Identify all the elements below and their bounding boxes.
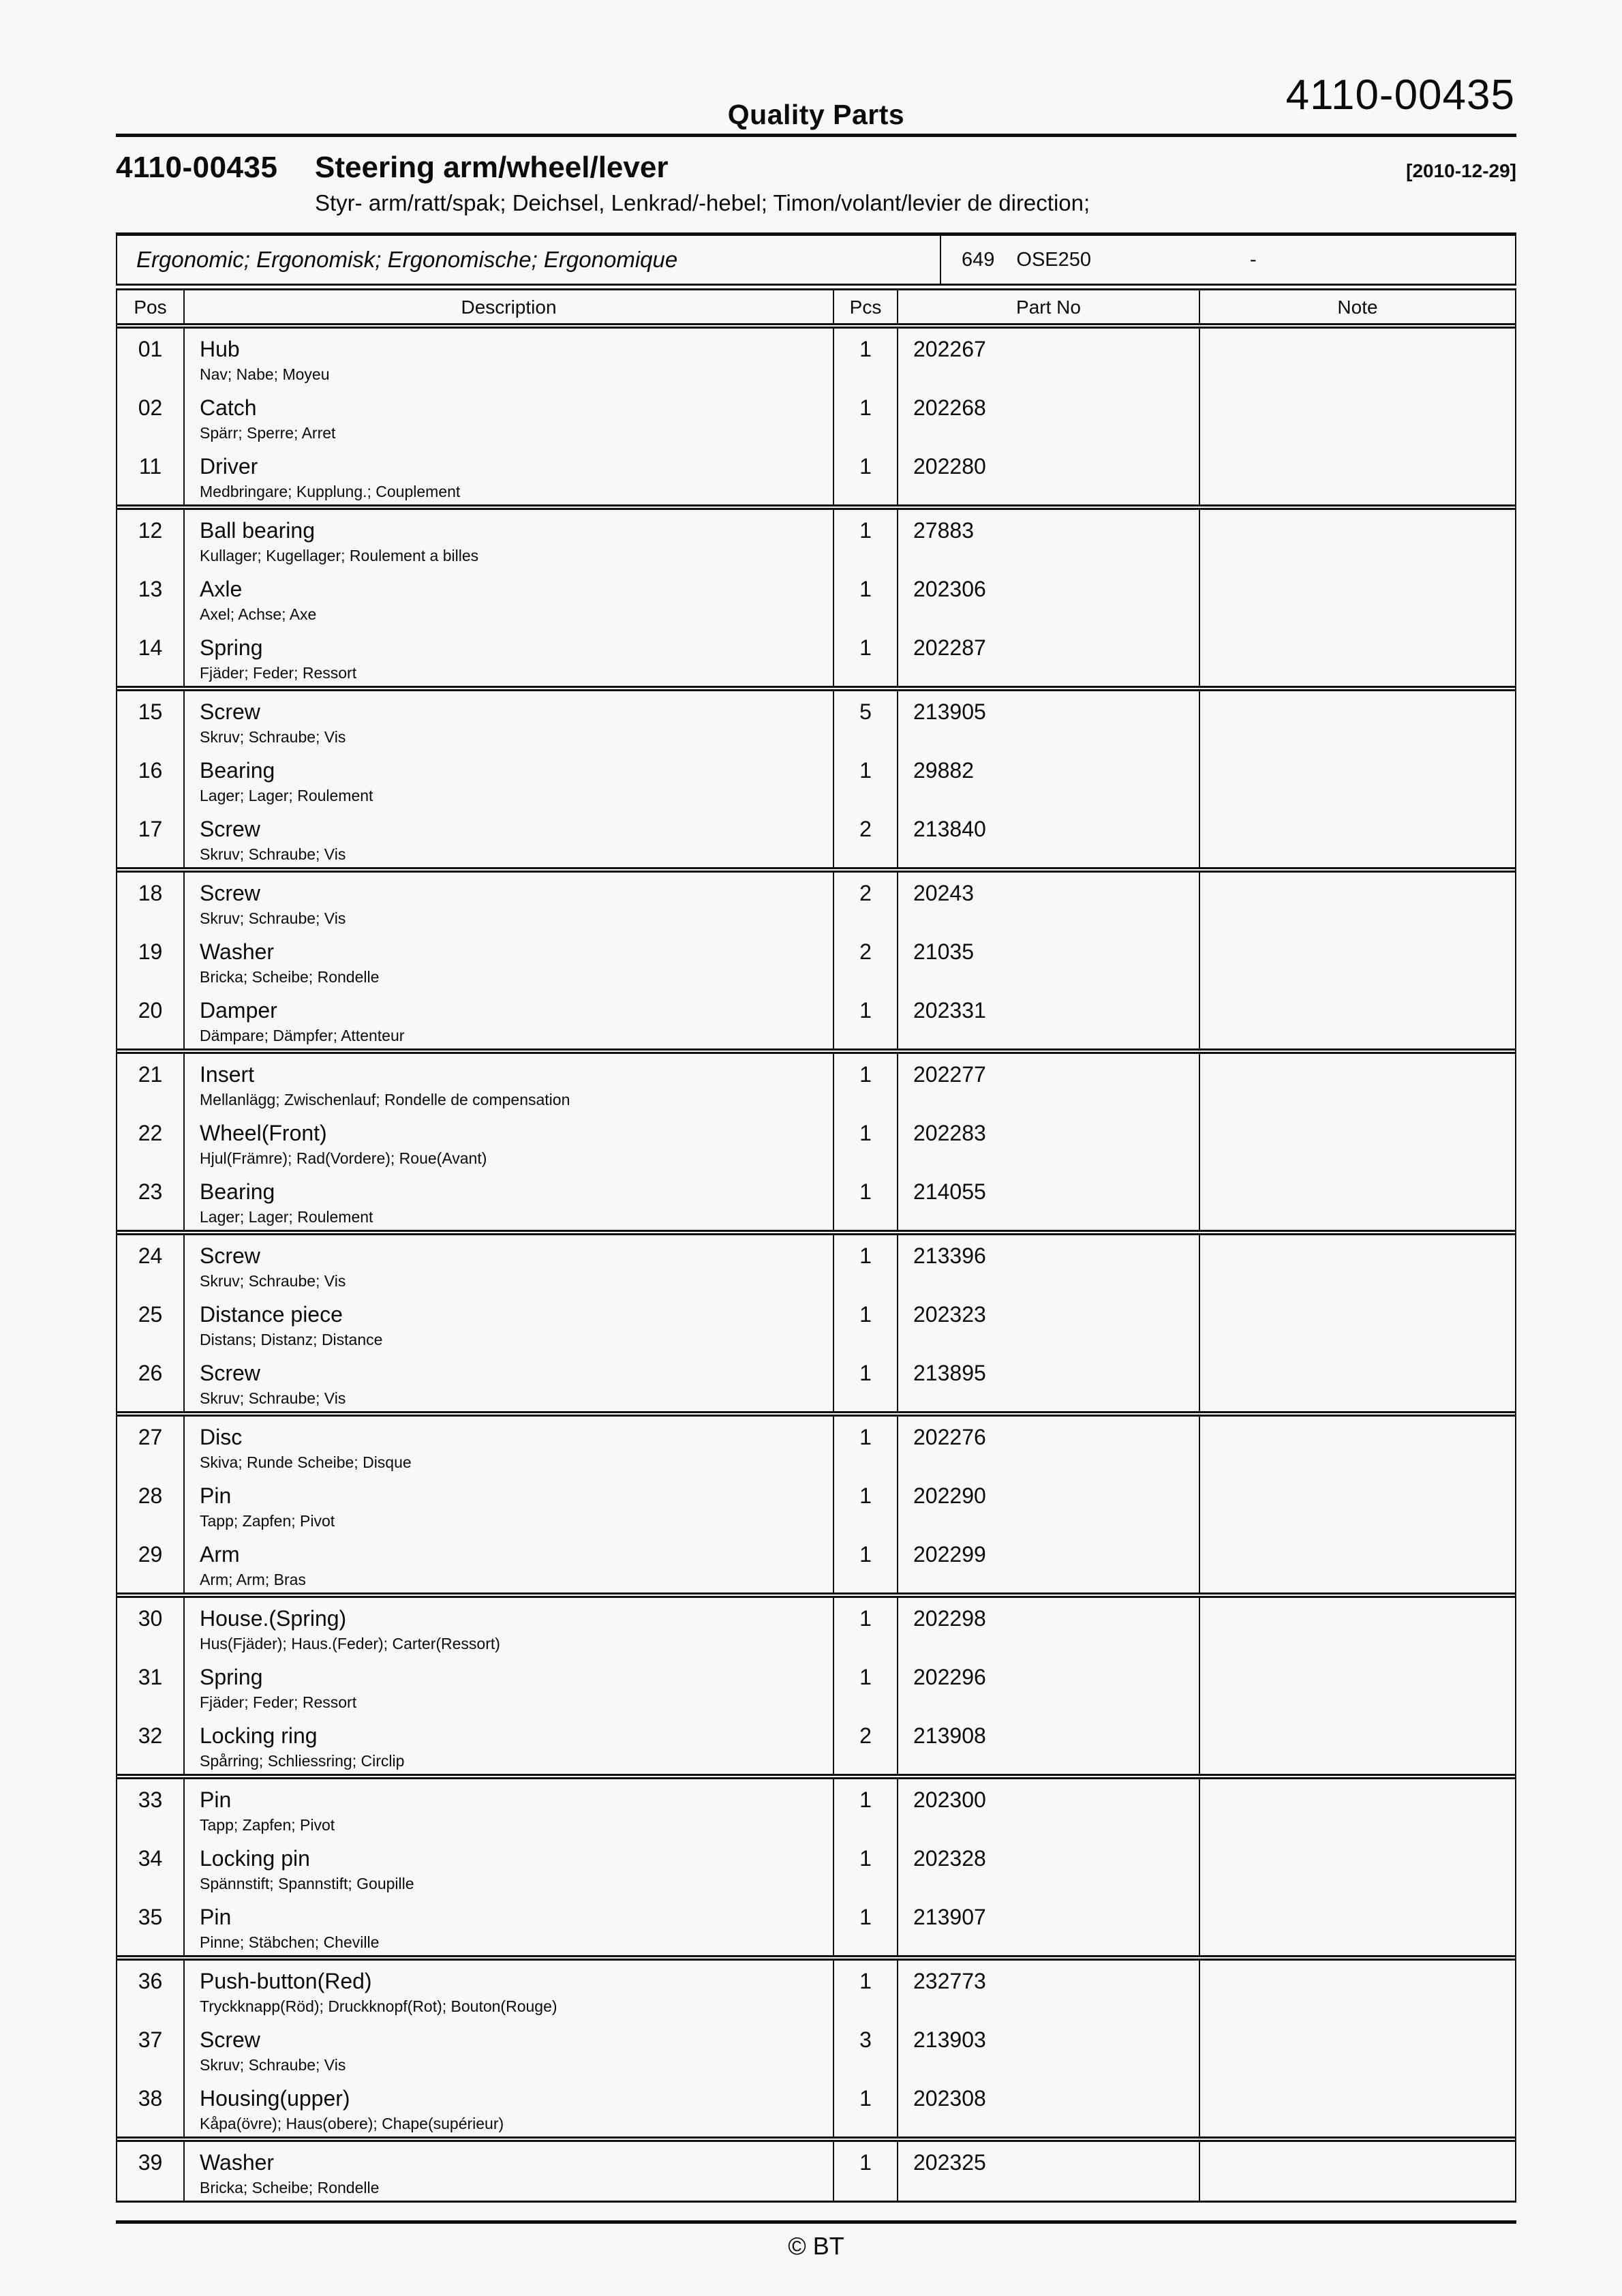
table-row <box>117 387 1515 446</box>
parts-table <box>116 288 1516 2203</box>
row-note <box>1199 387 1515 446</box>
row-part-no: 202268 <box>897 387 1199 446</box>
table-row <box>117 1715 1515 1774</box>
table-row <box>117 627 1515 686</box>
row-description: Screw <box>200 817 260 841</box>
row-note <box>1199 1598 1515 1657</box>
row-description-translations: Bricka; Scheibe; Rondelle <box>200 968 380 986</box>
row-description-translations: Kåpa(övre); Haus(obere); Chape(supérieur) <box>200 2115 504 2132</box>
row-description-translations: Skruv; Schraube; Vis <box>200 728 346 746</box>
row-part-no: 20243 <box>897 873 1199 931</box>
row-pcs: 1 <box>833 1054 897 1113</box>
variant-code: 649 <box>962 248 995 271</box>
row-description: Arm <box>200 1542 240 1567</box>
row-description: Insert <box>200 1062 255 1087</box>
row-pos: 36 <box>138 1969 163 1993</box>
row-pcs: 5 <box>833 691 897 750</box>
row-description-translations: Hjul(Främre); Rad(Vordere); Roue(Avant) <box>200 1149 487 1167</box>
row-pcs: 1 <box>833 1353 897 1411</box>
row-pcs: 1 <box>833 1475 897 1534</box>
table-row <box>117 1353 1515 1411</box>
row-note <box>1199 1113 1515 1171</box>
column-header-pcs: Pcs <box>833 290 897 323</box>
row-description-translations: Pinne; Stäbchen; Cheville <box>200 1933 380 1951</box>
row-description: Housing(upper) <box>200 2086 350 2111</box>
column-header-description: Description <box>183 290 833 323</box>
row-description-cell <box>183 1417 833 1475</box>
table-row <box>117 2078 1515 2136</box>
row-description-translations: Skruv; Schraube; Vis <box>200 1272 346 1290</box>
row-description-cell <box>183 809 833 867</box>
row-description-cell <box>183 1838 833 1897</box>
row-description-translations: Fjäder; Feder; Ressort <box>200 664 357 682</box>
row-description-translations: Spännstift; Spannstift; Goupille <box>200 1875 414 1892</box>
row-pcs: 1 <box>833 1534 897 1592</box>
row-description: Driver <box>200 454 258 479</box>
copyright-notice: © BT <box>788 2232 844 2260</box>
row-note <box>1199 691 1515 750</box>
row-description-cell <box>183 1897 833 1955</box>
row-description-cell <box>183 569 833 627</box>
row-pcs: 1 <box>833 750 897 809</box>
row-description: Disc <box>200 1425 243 1449</box>
row-note <box>1199 569 1515 627</box>
row-description-cell <box>183 1779 833 1838</box>
revision-date: [2010-12-29] <box>1406 160 1516 181</box>
document-number-top-right: 4110-00435 <box>1285 72 1515 119</box>
row-part-no: 202325 <box>897 2142 1199 2201</box>
row-description: Distance piece <box>200 1302 343 1327</box>
row-pcs: 1 <box>833 990 897 1048</box>
row-part-no: 202290 <box>897 1475 1199 1534</box>
row-note <box>1199 1897 1515 1955</box>
row-pcs: 1 <box>833 2142 897 2201</box>
row-description-translations: Lager; Lager; Roulement <box>200 787 373 804</box>
row-part-no: 29882 <box>897 750 1199 809</box>
row-description-cell <box>183 1054 833 1113</box>
row-description: House.(Spring) <box>200 1606 347 1631</box>
table-row <box>117 809 1515 867</box>
table-row <box>117 931 1515 990</box>
row-description: Bearing <box>200 758 275 783</box>
row-pos: 34 <box>138 1846 163 1871</box>
table-row <box>117 1411 1515 1475</box>
table-row <box>117 1294 1515 1353</box>
row-part-no: 202308 <box>897 2078 1199 2136</box>
row-pcs: 1 <box>833 329 897 387</box>
row-note <box>1199 1054 1515 1113</box>
row-part-no: 213908 <box>897 1715 1199 1774</box>
row-pos: 11 <box>138 454 162 479</box>
row-description-cell <box>183 2142 833 2201</box>
row-description-translations: Skruv; Schraube; Vis <box>200 2056 346 2074</box>
row-description-translations: Hus(Fjäder); Haus.(Feder); Carter(Ressort) <box>200 1635 500 1652</box>
row-description-cell <box>183 1715 833 1774</box>
row-pos: 18 <box>138 881 163 905</box>
row-pos: 16 <box>138 758 163 783</box>
table-row <box>117 1113 1515 1171</box>
row-pos: 28 <box>138 1483 163 1508</box>
row-part-no: 213905 <box>897 691 1199 750</box>
variant-note: - <box>1250 248 1257 271</box>
row-pos: 32 <box>138 1723 163 1748</box>
row-part-no: 202277 <box>897 1054 1199 1113</box>
row-part-no: 202296 <box>897 1657 1199 1715</box>
table-header-row <box>117 290 1515 329</box>
row-part-no: 213895 <box>897 1353 1199 1411</box>
row-description-cell <box>183 1657 833 1715</box>
row-description-cell <box>183 1961 833 2019</box>
row-description-translations: Mellanlägg; Zwischenlauf; Rondelle de compensation <box>200 1091 570 1108</box>
row-pcs: 1 <box>833 1113 897 1171</box>
table-row <box>117 1534 1515 1592</box>
row-pcs: 2 <box>833 931 897 990</box>
row-pcs: 1 <box>833 1598 897 1657</box>
row-pcs: 1 <box>833 1171 897 1230</box>
row-pos: 33 <box>138 1787 163 1812</box>
row-note <box>1199 329 1515 387</box>
document-page <box>116 0 1516 2261</box>
row-pcs: 1 <box>833 1417 897 1475</box>
row-description-translations: Skruv; Schraube; Vis <box>200 1389 346 1407</box>
row-description: Pin <box>200 1787 232 1812</box>
row-description-translations: Kullager; Kugellager; Roulement a billes <box>200 547 479 564</box>
row-description-translations: Tapp; Zapfen; Pivot <box>200 1816 335 1834</box>
row-description-cell <box>183 2078 833 2136</box>
row-pos: 20 <box>138 998 163 1023</box>
row-description-cell <box>183 627 833 686</box>
row-description: Washer <box>200 939 275 964</box>
row-part-no: 21035 <box>897 931 1199 990</box>
row-description-cell <box>183 2019 833 2078</box>
row-pos: 24 <box>138 1243 163 1268</box>
row-description: Screw <box>200 1361 260 1385</box>
row-description-translations: Dämpare; Dämpfer; Attenteur <box>200 1027 405 1044</box>
column-header-pos: Pos <box>134 297 167 318</box>
row-part-no: 214055 <box>897 1171 1199 1230</box>
row-part-no: 27883 <box>897 510 1199 569</box>
row-note <box>1199 809 1515 867</box>
row-part-no: 213840 <box>897 809 1199 867</box>
row-description: Hub <box>200 337 240 361</box>
row-description: Pin <box>200 1905 232 1929</box>
row-pos: 02 <box>138 395 163 420</box>
table-row <box>117 1955 1515 2019</box>
row-part-no: 213396 <box>897 1235 1199 1294</box>
row-pcs: 1 <box>833 387 897 446</box>
row-part-no: 202299 <box>897 1534 1199 1592</box>
row-part-no: 202328 <box>897 1838 1199 1897</box>
row-description-cell <box>183 446 833 504</box>
table-row <box>117 1592 1515 1657</box>
row-description: Wheel(Front) <box>200 1121 327 1145</box>
table-row <box>117 1171 1515 1230</box>
row-note <box>1199 1171 1515 1230</box>
table-row <box>117 990 1515 1048</box>
table-row <box>117 1048 1515 1113</box>
variant-model: OSE250 <box>1016 248 1092 271</box>
row-description-cell <box>183 1171 833 1230</box>
table-row <box>117 1774 1515 1838</box>
title-row <box>116 151 1516 185</box>
row-description-translations: Spårring; Schliessring; Circlip <box>200 1752 405 1770</box>
row-note <box>1199 990 1515 1048</box>
row-part-no: 232773 <box>897 1961 1199 2019</box>
row-description-translations: Bricka; Scheibe; Rondelle <box>200 2179 380 2196</box>
row-note <box>1199 750 1515 809</box>
brand-header: Quality Parts <box>727 99 905 130</box>
row-description-cell <box>183 990 833 1048</box>
row-part-no: 213903 <box>897 2019 1199 2078</box>
row-description: Catch <box>200 395 257 420</box>
row-note <box>1199 446 1515 504</box>
row-pcs: 1 <box>833 627 897 686</box>
row-description: Damper <box>200 998 277 1023</box>
row-description: Pin <box>200 1483 232 1508</box>
row-pos: 19 <box>138 939 163 964</box>
row-pos: 01 <box>138 337 163 361</box>
row-description: Washer <box>200 2150 275 2175</box>
row-description-translations: Spärr; Sperre; Arret <box>200 424 336 442</box>
row-note <box>1199 1417 1515 1475</box>
row-part-no: 202287 <box>897 627 1199 686</box>
row-description: Screw <box>200 2027 260 2052</box>
row-description-translations: Tryckknapp(Röd); Druckknopf(Rot); Bouton(Rouge) <box>200 1997 557 2015</box>
row-description: Ball bearing <box>200 518 315 543</box>
variant-description: Ergonomic; Ergonomisk; Ergonomische; Ergonomique <box>117 236 941 284</box>
row-description-cell <box>183 931 833 990</box>
table-body <box>117 329 1515 2201</box>
row-note <box>1199 931 1515 990</box>
row-description-translations: Skruv; Schraube; Vis <box>200 909 346 927</box>
row-description-cell <box>183 873 833 931</box>
table-row <box>117 1475 1515 1534</box>
footer-rule <box>116 2220 1516 2224</box>
row-description-translations: Medbringare; Kupplung.; Couplement <box>200 483 461 500</box>
row-description-cell <box>183 1113 833 1171</box>
row-pos: 37 <box>138 2027 163 2052</box>
title-document-number: 4110-00435 <box>116 151 278 184</box>
row-note <box>1199 873 1515 931</box>
table-row <box>117 1230 1515 1294</box>
row-description: Spring <box>200 635 263 660</box>
table-row <box>117 1657 1515 1715</box>
row-pos: 14 <box>138 635 163 660</box>
row-part-no: 202323 <box>897 1294 1199 1353</box>
table-row <box>117 686 1515 750</box>
row-part-no: 202283 <box>897 1113 1199 1171</box>
row-note <box>1199 1657 1515 1715</box>
page-title: Steering arm/wheel/lever <box>315 151 669 184</box>
table-row <box>117 329 1515 387</box>
row-description-cell <box>183 1353 833 1411</box>
row-description: Bearing <box>200 1179 275 1204</box>
row-pos: 38 <box>138 2086 163 2111</box>
row-pos: 26 <box>138 1361 163 1385</box>
table-row <box>117 1897 1515 1955</box>
row-pcs: 1 <box>833 1657 897 1715</box>
row-note <box>1199 2019 1515 2078</box>
row-pcs: 1 <box>833 1235 897 1294</box>
row-description-cell <box>183 1294 833 1353</box>
table-row <box>117 867 1515 931</box>
row-pcs: 1 <box>833 1779 897 1838</box>
row-description: Screw <box>200 699 260 724</box>
row-pos: 30 <box>138 1606 163 1631</box>
row-pcs: 1 <box>833 2078 897 2136</box>
variant-meta <box>941 236 1515 284</box>
row-pcs: 1 <box>833 510 897 569</box>
row-note <box>1199 2078 1515 2136</box>
row-part-no: 202276 <box>897 1417 1199 1475</box>
row-description-cell <box>183 1534 833 1592</box>
column-header-part-no: Part No <box>897 290 1199 323</box>
row-note <box>1199 1294 1515 1353</box>
row-note <box>1199 1838 1515 1897</box>
column-header-note: Note <box>1199 290 1515 323</box>
masthead <box>116 0 1516 134</box>
row-pos: 21 <box>138 1062 163 1087</box>
row-pcs: 3 <box>833 2019 897 2078</box>
row-description-cell <box>183 329 833 387</box>
row-pcs: 2 <box>833 1715 897 1774</box>
row-part-no: 213907 <box>897 1897 1199 1955</box>
row-description-cell <box>183 387 833 446</box>
row-part-no: 202300 <box>897 1779 1199 1838</box>
row-description-translations: Lager; Lager; Roulement <box>200 1208 373 1226</box>
row-pos: 12 <box>138 518 163 543</box>
row-pos: 29 <box>138 1542 163 1567</box>
row-description-cell <box>183 1475 833 1534</box>
row-description: Spring <box>200 1665 263 1689</box>
row-description-translations: Skruv; Schraube; Vis <box>200 845 346 863</box>
row-description-cell <box>183 1598 833 1657</box>
row-note <box>1199 1235 1515 1294</box>
table-row <box>117 446 1515 504</box>
row-pcs: 1 <box>833 1294 897 1353</box>
table-row <box>117 2019 1515 2078</box>
row-description-cell <box>183 510 833 569</box>
row-note <box>1199 1353 1515 1411</box>
row-pcs: 1 <box>833 569 897 627</box>
row-pcs: 2 <box>833 873 897 931</box>
table-row <box>117 1838 1515 1897</box>
table-row <box>117 569 1515 627</box>
row-description-cell <box>183 691 833 750</box>
row-note <box>1199 1534 1515 1592</box>
row-description: Screw <box>200 881 260 905</box>
row-description: Locking pin <box>200 1846 310 1871</box>
row-description: Locking ring <box>200 1723 318 1748</box>
row-pos: 25 <box>138 1302 163 1327</box>
row-description-translations: Nav; Nabe; Moyeu <box>200 365 330 383</box>
title-translations: Styr- arm/ratt/spak; Deichsel, Lenkrad/-hebel; Timon/volant/levier de direction; <box>315 190 1090 215</box>
row-pcs: 2 <box>833 809 897 867</box>
row-description-translations: Arm; Arm; Bras <box>200 1571 306 1588</box>
table-row <box>117 504 1515 569</box>
row-description: Screw <box>200 1243 260 1268</box>
row-part-no: 202306 <box>897 569 1199 627</box>
row-part-no: 202267 <box>897 329 1199 387</box>
row-part-no: 202298 <box>897 1598 1199 1657</box>
table-row <box>117 2136 1515 2201</box>
row-description-cell <box>183 1235 833 1294</box>
row-pcs: 1 <box>833 1897 897 1955</box>
table-row <box>117 750 1515 809</box>
row-pos: 15 <box>138 699 163 724</box>
row-note <box>1199 1779 1515 1838</box>
row-pcs: 1 <box>833 1838 897 1897</box>
row-description-translations: Skiva; Runde Scheibe; Disque <box>200 1453 412 1471</box>
row-description-translations: Tapp; Zapfen; Pivot <box>200 1512 335 1530</box>
row-note <box>1199 510 1515 569</box>
row-description-translations: Axel; Achse; Axe <box>200 605 317 623</box>
row-pcs: 1 <box>833 446 897 504</box>
row-pos: 39 <box>138 2150 163 2175</box>
row-pos: 31 <box>138 1665 163 1689</box>
row-pos: 13 <box>138 577 163 601</box>
row-note <box>1199 1715 1515 1774</box>
row-note <box>1199 1961 1515 2019</box>
row-part-no: 202280 <box>897 446 1199 504</box>
row-note <box>1199 627 1515 686</box>
row-pos: 27 <box>138 1425 163 1449</box>
row-description: Push-button(Red) <box>200 1969 372 1993</box>
row-pos: 23 <box>138 1179 163 1204</box>
header-rule <box>116 134 1516 137</box>
row-description-translations: Distans; Distanz; Distance <box>200 1331 383 1348</box>
row-pos: 35 <box>138 1905 163 1929</box>
row-description: Axle <box>200 577 243 601</box>
row-part-no: 202331 <box>897 990 1199 1048</box>
row-description-cell <box>183 750 833 809</box>
row-note <box>1199 2142 1515 2201</box>
row-pcs: 1 <box>833 1961 897 2019</box>
row-pos: 17 <box>138 817 163 841</box>
row-note <box>1199 1475 1515 1534</box>
variant-header-box <box>116 232 1516 286</box>
row-pos: 22 <box>138 1121 163 1145</box>
row-description-translations: Fjäder; Feder; Ressort <box>200 1693 357 1711</box>
